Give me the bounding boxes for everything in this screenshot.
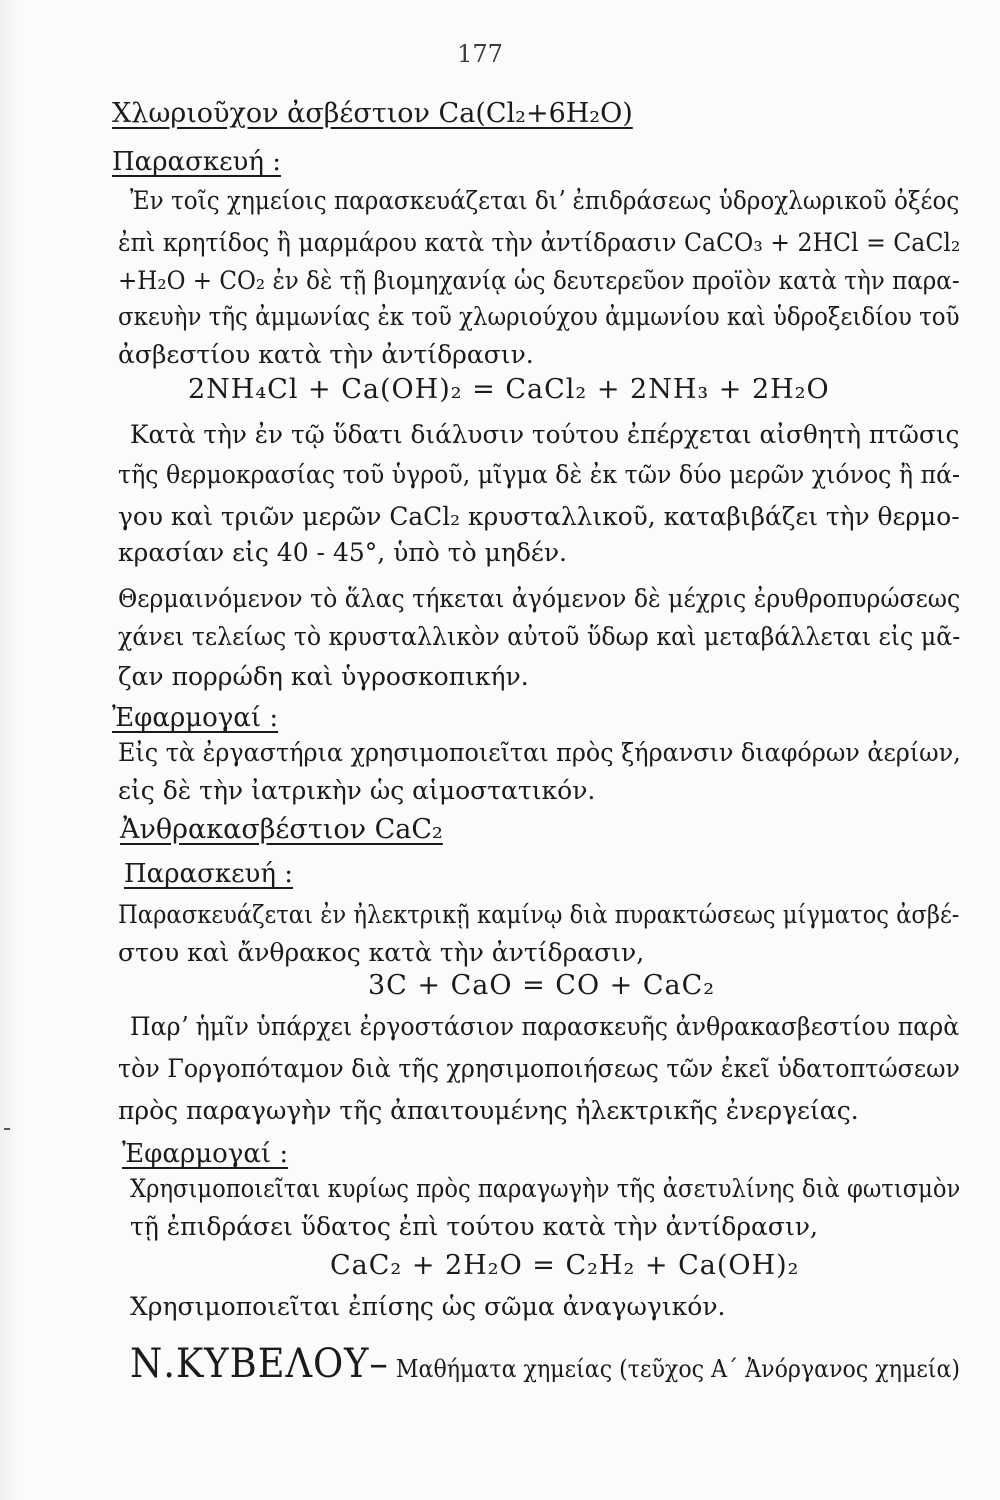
text-line: Ἐν τοῖς χημείοις παρασκευάζεται διʼ ἐπιδράσεως ὑδροχλωρικοῦ ὀξέος [130,186,960,215]
text-line: Κατὰ τὴν ἐν τῷ ὕδατι διάλυσιν τούτου ἐπέρχεται αἰσθητὴ πτῶσις [130,420,960,449]
text-line: τῇ ἐπιδράσει ὕδατος ἐπὶ τούτου κατὰ τὴν ἀντίδρασιν, [130,1212,818,1241]
text-line: Παρασκευάζεται ἐν ἠλεκτρικῇ καμίνῳ διὰ πυρακτώσεως μίγματος ἀσβέ- [118,900,960,929]
footer-book-title: Μαθήματα χημείας (τεῦχος Α΄ Ἀνόργανος χημεία) [395,1355,961,1383]
text-line: +H₂O + CO₂ ἐν δὲ τῇ βιομηχανίᾳ ὡς δευτερεῦον προϊὸν κατὰ τὴν παρα- [118,266,960,295]
preparation-heading: Παρασκευή : [112,147,281,177]
text-line: στου καὶ ἄνθρακος κατὰ τὴν ἀντίδρασιν, [118,938,645,967]
text-line: Εἰς τὰ ἐργαστήρια χρησιμοποιεῖται πρὸς ξήρανσιν διαφόρων ἀερίων, [118,738,961,767]
section-title-calcium-chloride: Χλωριοῦχον ἀσβέστιον Ca(Cl₂+6H₂O) [112,98,633,129]
equation-carbide-formation: 3C + CaO = CO + CaC₂ [368,970,716,1001]
text-line: Θερμαινόμενον τὸ ἅλας τήκεται ἀγόμενον δὲ μέχρις ἐρυθροπυρώσεως [118,584,961,613]
text-line: εἰς δὲ τὴν ἰατρικὴν ὡς αἱμοστατικόν. [118,776,596,805]
footer-author: Ν.ΚΥΒΕΛΟΥ– [130,1341,389,1387]
section-title-calcium-carbide: Ἀνθρακασβέστιον CaC₂ [120,814,443,845]
footer-citation [130,1342,960,1391]
text-line: Χρησιμοποιεῖται ἐπίσης ὡς σῶμα ἀναγωγικόν. [130,1292,726,1321]
text-line: ζαν πορρώδη καὶ ὑγροσκοπικήν. [118,662,529,691]
applications-heading: Ἐφαρμογαί : [122,1139,289,1169]
text-line: τῆς θερμοκρασίας τοῦ ὑγροῦ, μῖγμα δὲ ἐκ τῶν δύο μερῶν χιόνος ἢ πά- [118,460,961,489]
text-line: ἐπὶ κρητίδος ἢ μαρμάρου κατὰ τὴν ἀντίδρασιν CaCO₃ + 2HCl = CaCl₂ [118,228,961,257]
text-line: γου καὶ τριῶν μερῶν CaCl₂ κρυσταλλικοῦ, καταβιβάζει τὴν θερμο- [118,502,960,531]
text-line: Χρησιμοποιεῖται κυρίως πρὸς παραγωγὴν τῆς ἀσετυλίνης διὰ φωτισμὸν [130,1174,961,1203]
equation-ammonium-chloride: 2NH₄Cl + Ca(OH)₂ = CaCl₂ + 2NH₃ + 2H₂O [188,374,830,405]
margin-mark [4,1128,10,1130]
text-line: Παρʼ ἡμῖν ὑπάρχει ἐργοστάσιον παρασκευῆς ἀνθρακασβεστίου παρὰ [130,1012,960,1041]
preparation-heading: Παρασκευή : [124,859,293,889]
text-line: χάνει τελείως τὸ κρυσταλλικὸν αὐτοῦ ὕδωρ καὶ μεταβάλλεται εἰς μᾶ- [118,622,961,651]
text-line: κρασίαν εἰς 40 - 45°, ὑπὸ τὸ μηδέν. [118,538,567,567]
text-line: σκευὴν τῆς ἀμμωνίας ἐκ τοῦ χλωριούχου ἀμμωνίου καὶ ὑδροξειδίου τοῦ [118,302,960,331]
applications-heading: Ἐφαρμογαί : [112,703,279,733]
text-line: τὸν Γοργοπόταμον διὰ τῆς χρησιμοποιήσεως τῶν ἐκεῖ ὑδατοπτώσεων [118,1054,960,1083]
text-line: ἀσβεστίου κατὰ τὴν ἀντίδρασιν. [118,340,534,369]
text-line: πρὸς παραγωγὴν τῆς ἀπαιτουμένης ἠλεκτρικῆς ἐνεργείας. [118,1096,859,1125]
page-number: 177 [457,40,503,68]
equation-acetylene: CaC₂ + 2H₂O = C₂H₂ + Ca(OH)₂ [330,1250,800,1281]
